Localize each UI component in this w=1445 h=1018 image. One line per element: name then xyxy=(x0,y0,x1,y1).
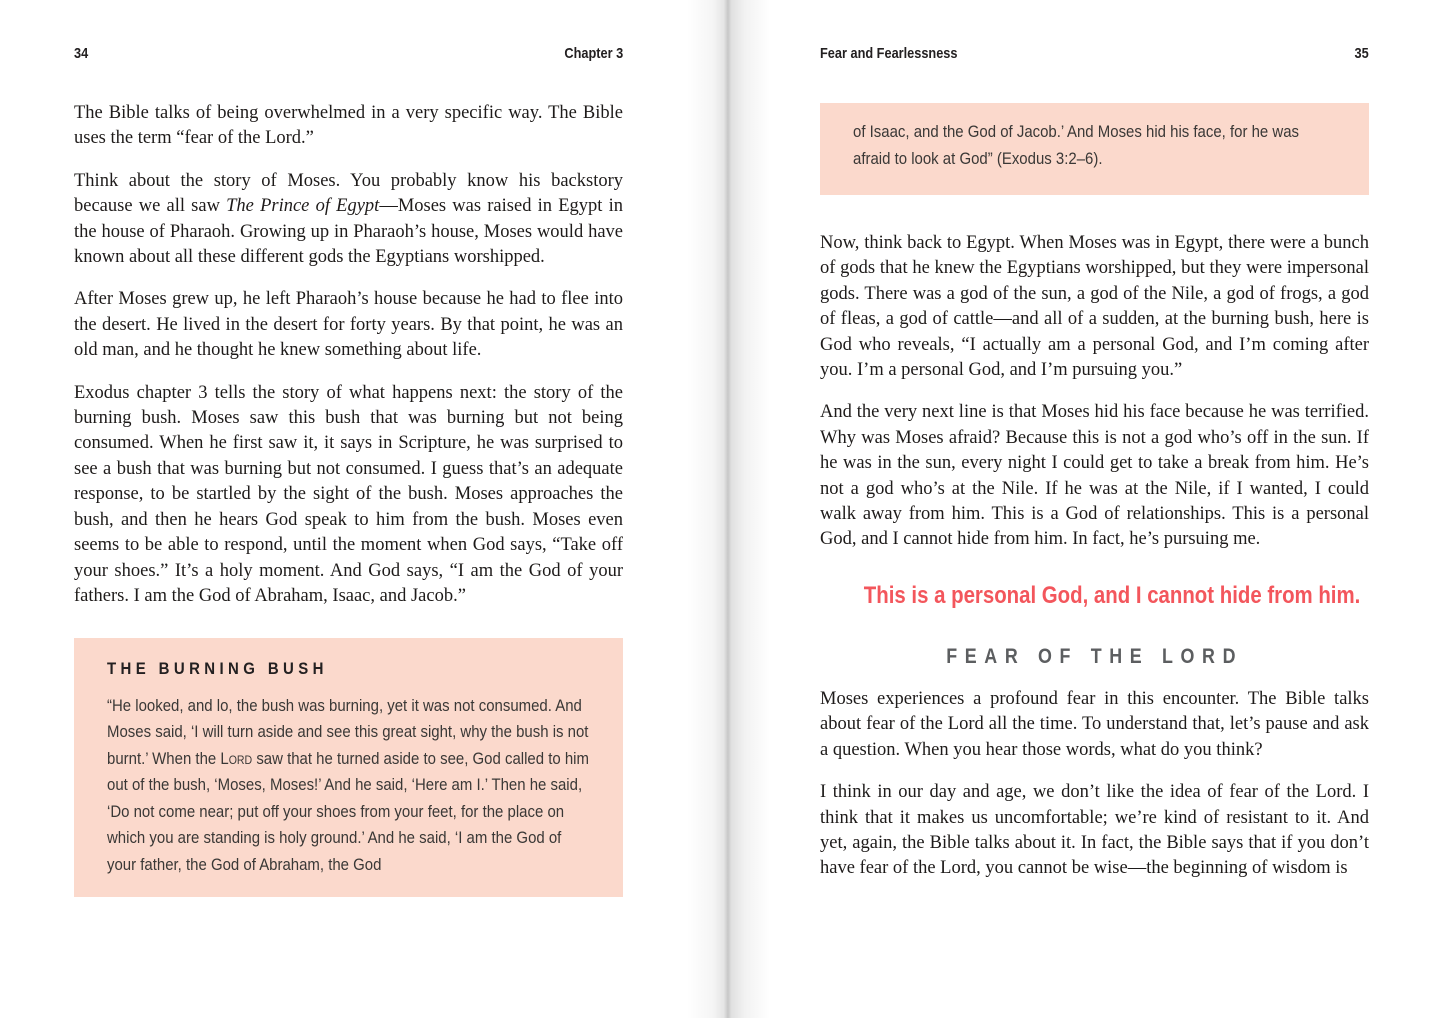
paragraph: And the very next line is that Moses hid his face because he was terrified. Why was Moses afraid? Because this is not a god who’s off in the sun. If he was in the sun, every night I could get to take a break from him. He’s not a god who’s at the Nile. If he was at the Nile, if I wanted, I could walk away from him. This is a God of relationships. This is a personal God, and I cannot hide from him. In fact, he’s pursuing me. xyxy=(820,402,1369,550)
lord-smallcaps: Lord xyxy=(220,748,253,768)
callout-content xyxy=(107,656,590,878)
paragraph xyxy=(74,169,623,271)
pull-quote-row xyxy=(820,582,1369,610)
running-head-left xyxy=(74,45,623,62)
book-title-label: Fear and Fearlessness xyxy=(820,45,958,62)
callout-quote: of Isaac, and the God of Jacob.’ And Moses hid his face, for he was afraid to look at God” (Exodus 3:2–6). xyxy=(853,122,1300,168)
callout-title: THE BURNING BUSH xyxy=(107,659,328,678)
paragraph: Moses experiences a profound fear in this encounter. The Bible talks about fear of the Lord all the time. To understand that, let’s pause and ask a question. When you hear those words, what do you think? xyxy=(820,689,1369,760)
section-heading-row xyxy=(820,645,1369,669)
paragraph: I think in our day and age, we don’t like the idea of fear of the Lord. I think that it makes us uncomfortable; we’re kind of resistant to it. And yet, again, the Bible talks about it. In fact, the Bible says that if you don’t have fear of the Lord, you cannot be wise—the beginning of wisdom is xyxy=(820,782,1369,879)
page-left xyxy=(74,0,623,1018)
pull-quote: This is a personal God, and I cannot hide from him. xyxy=(863,582,1361,609)
book-title-italic: The Prince of Egypt xyxy=(226,196,380,217)
section-heading: FEAR OF THE LORD xyxy=(946,645,1243,668)
chapter-label: Chapter 3 xyxy=(564,45,623,62)
quote-text: saw that he turned aside to see, God called to him out of the bush, ‘Moses, Moses!’ And he said, ‘Here am I.’ Then he said, ‘Do not come near; put off your shoes from your feet, for the place on which you are standing is holy ground.’ And he said, ‘I am the God of your father, the God of Abraham, the God xyxy=(107,748,589,874)
left-body-text xyxy=(74,101,623,638)
running-head-right xyxy=(820,45,1369,62)
book-spine-shadow xyxy=(686,0,770,1018)
paragraph: Now, think back to Egypt. When Moses was in Egypt, there were a bunch of gods that he knew the Egyptians worshipped, but they were impersonal gods. There was a god of the sun, a god of the Nile, a god of frogs, a god of fleas, a god of cattle—and all of a sudden, at the burning bush, here is God who reveals, “I actually am a personal God, and I’m coming after you. I’m a personal God, and I’m pursuing you.” xyxy=(820,233,1369,381)
paragraph: After Moses grew up, he left Pharaoh’s house because he had to flee into the desert. He lived in the desert for forty years. By that point, he was an old man, and he thought he knew something about life. xyxy=(74,289,623,361)
paragraph-text: —Moses was raised in Egypt in the house of Pharaoh. Growing up in Pharaoh’s house, Moses would have known about all these different gods the Egyptians worshipped. xyxy=(74,196,623,268)
paragraph: Exodus chapter 3 tells the story of what happens next: the story of the burning bush. Moses saw this bush that was burning but not being consumed. When he first saw it, it says in Scripture, he was surprised to see a bush that was burning but not consumed. I guess that’s an adequate response, to be startled by the sight of the bush. Moses approaches the bush, and then he hears God speak to him from the bush. Moses even seems to be able to respond, until the moment when God says, “Take off your shoes.” It’s a holy moment. And God says, “I am the God of your fathers. I am the God of Abraham, Isaac, and Jacob.” xyxy=(74,382,623,606)
callout-box-continuation xyxy=(820,103,1369,195)
callout-quote xyxy=(107,693,590,879)
paragraph-text: Think about the story of Moses. You probably know his backstory because we all saw xyxy=(74,170,623,217)
quote-text: “He looked, and lo, the bush was burning, yet it was not consumed. And Moses said, ‘I will turn aside and see this great sight, why the bush is not burnt.’ When the xyxy=(107,695,589,768)
callout-content xyxy=(853,119,1336,172)
paragraph: The Bible talks of being overwhelmed in a very specific way. The Bible uses the term “fear of the Lord.” xyxy=(74,103,623,149)
page-number-left: 34 xyxy=(74,45,89,62)
right-body-text-lower xyxy=(820,687,1369,987)
callout-box-burning-bush xyxy=(74,638,623,897)
page-right xyxy=(820,0,1369,1018)
page-number-right: 35 xyxy=(1354,45,1369,62)
right-body-text-upper xyxy=(820,231,1369,583)
